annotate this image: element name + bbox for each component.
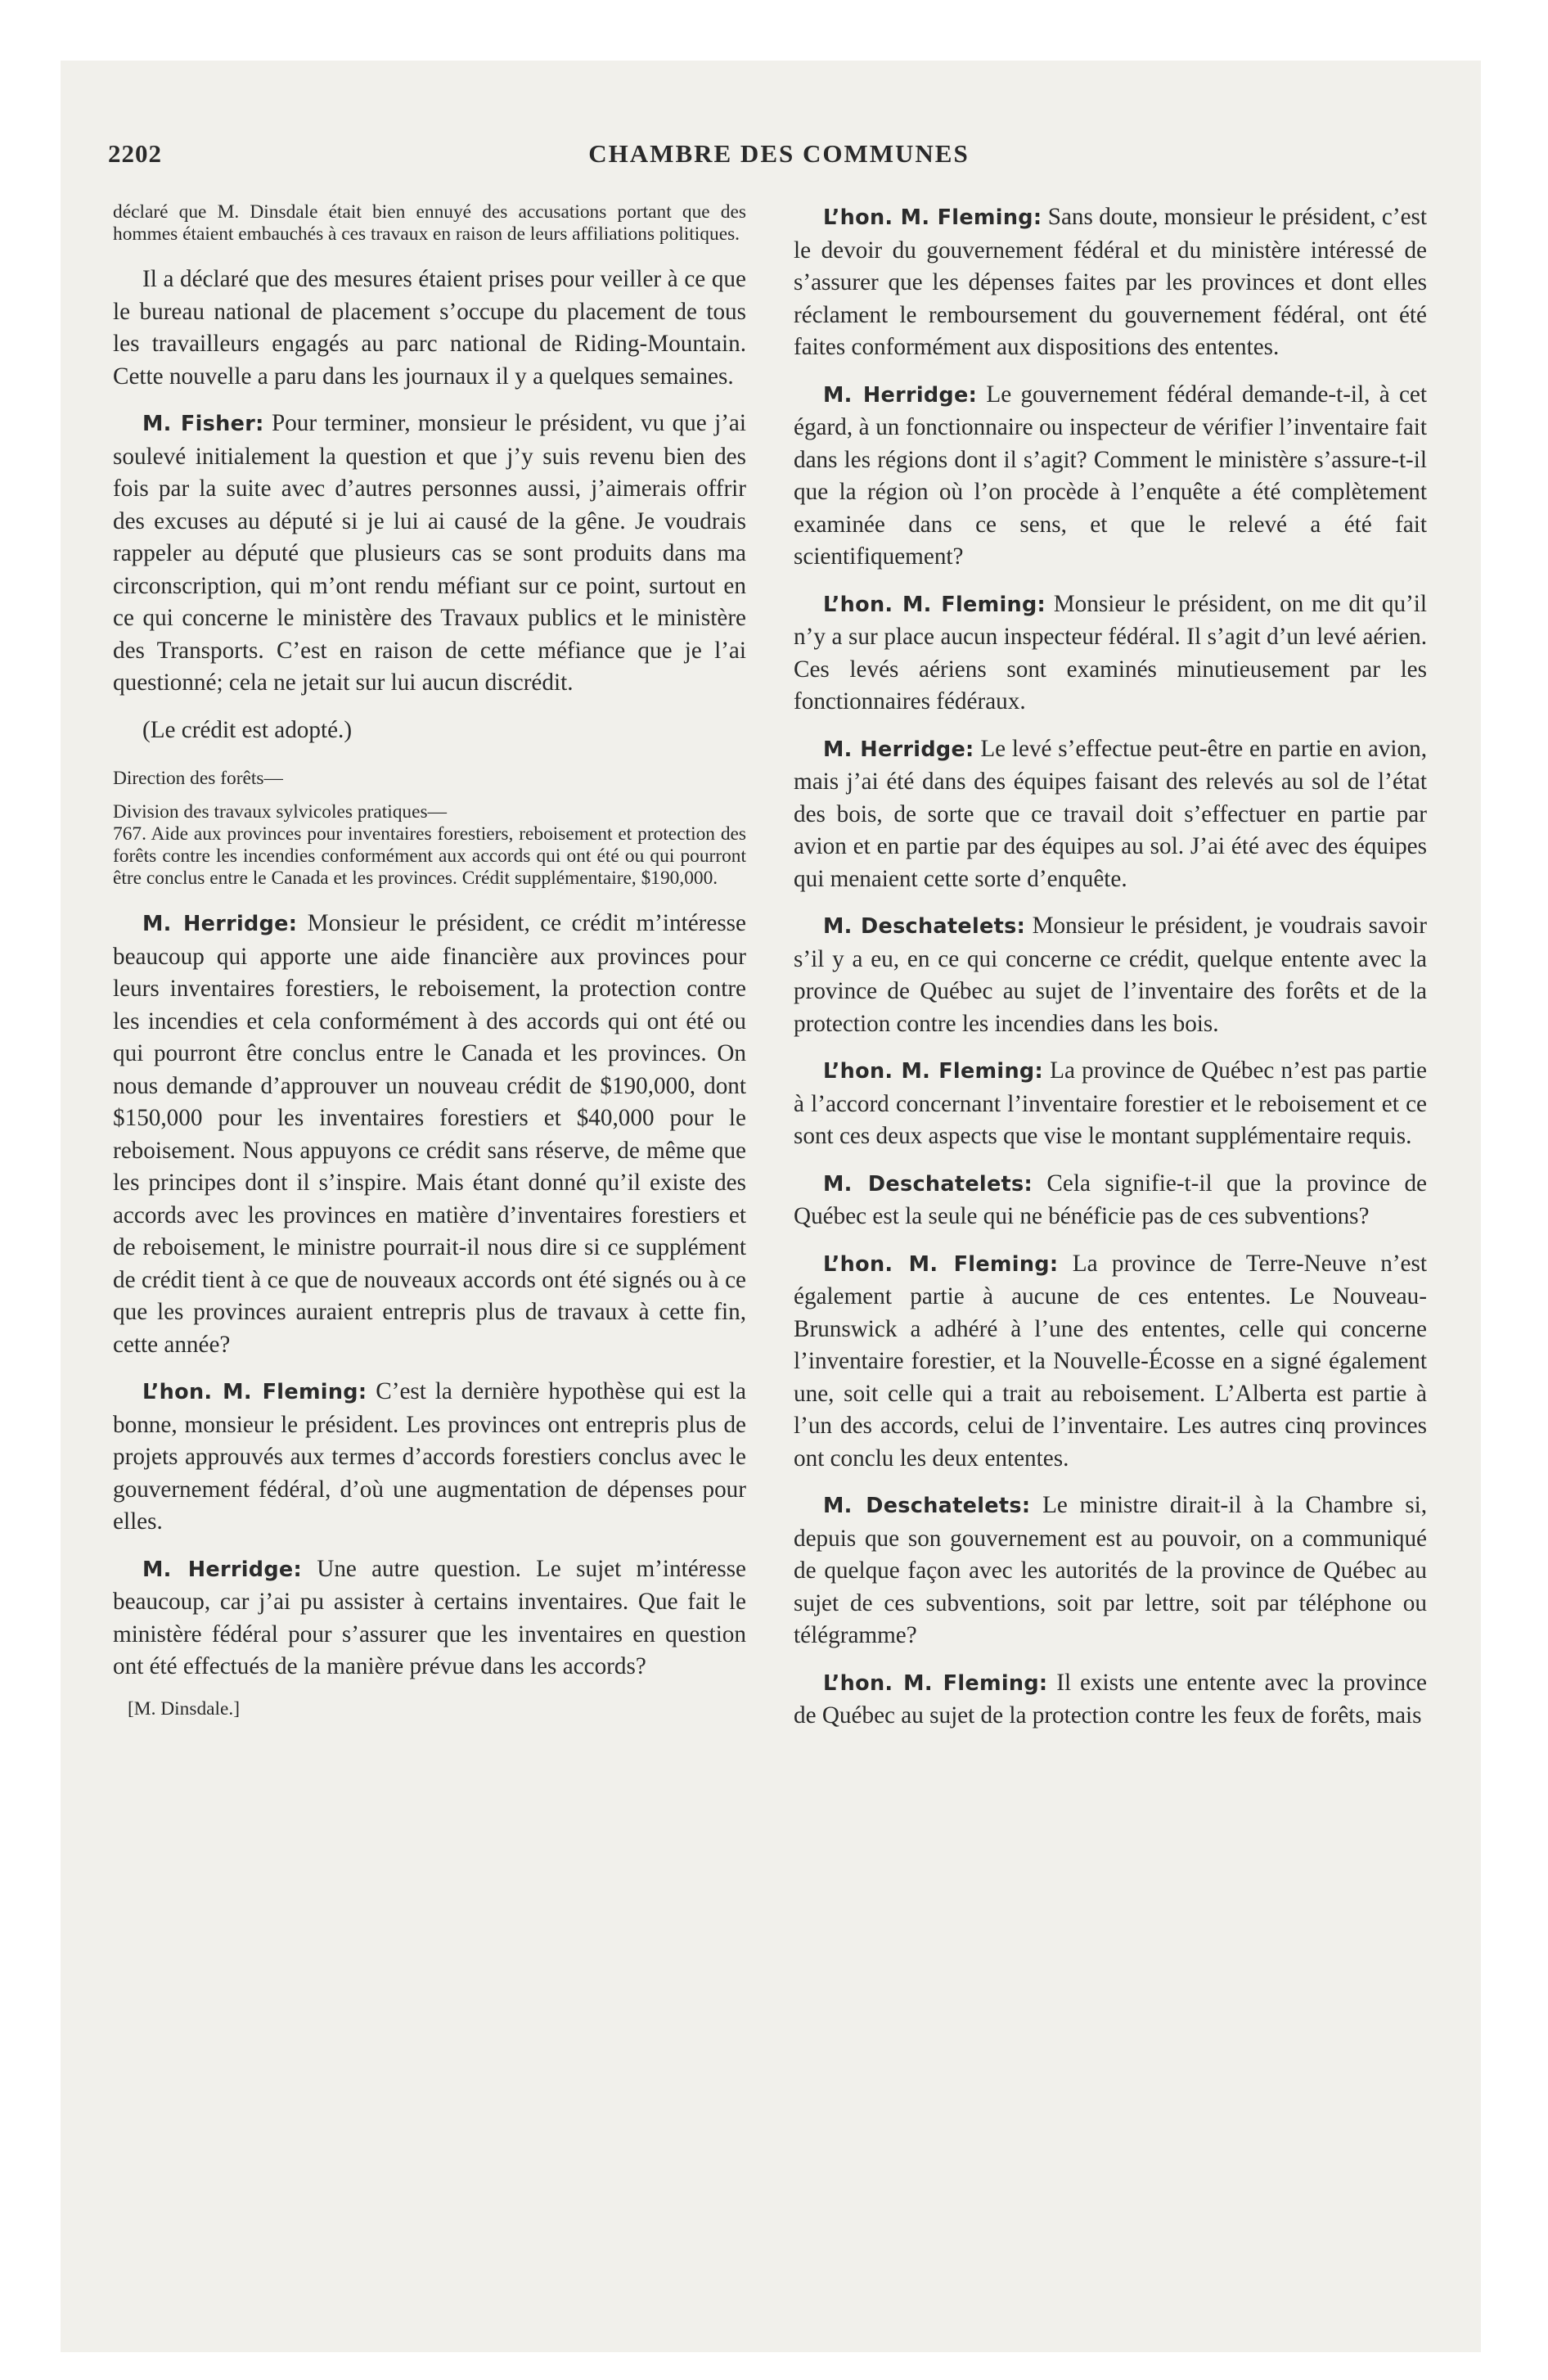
attribution: [M. Dinsdale.] (128, 1697, 241, 1720)
left-column (113, 201, 746, 1735)
page-header (108, 139, 1450, 172)
speaker-name: M. Herridge: (142, 912, 298, 936)
speaker-name: L’hon. M. Fleming: (823, 1670, 1048, 1696)
speech: L’hon. M. Fleming: Il exists une entente avec la province de Québec au sujet de la protection contre les feux de forêts, mais (794, 1669, 1427, 1729)
vote-item: 767. Aide aux provinces pour inventaires forestiers, reboisement et protection des forêts contre les incendies conformément aux accords qui ont été ou qui pourront être conclus entre le Canada et les provinces. Crédit supplémentaire, $190,000. (113, 823, 746, 889)
speech: L’hon. M. Fleming: C’est la dernière hypothèse qui est la bonne, monsieur le président. Les provinces ont entrepris plus de projets approuvés aux termes d’accords forestiers conclus avec le gouvernement fédéral, d’où une augmentation de dépenses pour elles. (113, 1378, 746, 1535)
speaker-name: M. Deschatelets: (823, 914, 1026, 939)
paragraph: déclaré que M. Dinsdale était bien ennuyé des accusations portant que des hommes étaient embauchés à ces travaux en raison de leurs affiliations politiques. (113, 201, 746, 245)
speech: M. Deschatelets: Le ministre dirait-il à la Chambre si, depuis que son gouvernement est au pouvoir, on a communiqué de quelque façon avec les autorités de la province de Québec au sujet de ces subventions, soit par lettre, soit par téléphone ou télégramme? (794, 1492, 1428, 1648)
page-number: 2202 (108, 139, 162, 168)
speech: M. Herridge: Le gouvernement fédéral demande-t-il, à cet égard, à un fonctionnaire ou inspecteur de vérifier l’inventaire fait dans les régions dont il s’agit? Comment le ministère s’assure-t-il que la région où l’on procède à l’enquête a été complètement examinée dans ce sens, et que le relevé a été fait scientifiquement? (794, 381, 1427, 570)
paragraph: (Le crédit est adopté.) (142, 716, 353, 743)
speaker-name: L’hon. M. Fleming: (823, 592, 1046, 617)
speaker-name: L’hon. M. Fleming: (142, 1380, 367, 1404)
running-head: CHAMBRE DES COMMUNES (588, 139, 970, 168)
speaker-name: L’hon. M. Fleming: (823, 205, 1042, 230)
speech: M. Herridge: Le levé s’effectue peut-être en partie en avion, mais j’ai été dans des équipes faisant des relevés au sol de l’état des bois, de sorte que ce travail doit s’effectuer en partie par avion et en partie par des équipes au sol. J’ai été avec des équipes qui menaient cette sorte d’enquête. (794, 735, 1427, 892)
speaker-name: M. Herridge: (823, 382, 978, 408)
speech: M. Herridge: Monsieur le président, ce crédit m’intéresse beaucoup qui apporte une aide financière aux provinces pour leurs inventaires forestiers, le reboisement, la protection contre les incendies et cela conformément à des accords qui ont été ou qui pourront être conclus entre le Canada et les provinces. On nous demande d’approuver un nouveau crédit de $190,000, dont $150,000 pour les inventaires forestiers et $40,000 pour le reboisement. Nous appuyons ce crédit sans réserve, de même que les principes dont il s’inspire. Mais étant donné qu’il existe des accords avec les provinces en matière d’inventaires forestiers et de reboisement, le ministre pourrait-il nous dire si ce supplément de crédit tient à ce que de nouveaux accords ont été signés ou à ce que les provinces auraient entrepris plus de travaux à cette fin, cette année? (113, 910, 746, 1358)
page-sheet (61, 61, 1481, 2352)
speaker-name: L’hon. M. Fleming: (823, 1251, 1059, 1277)
section-heading: Direction des forêts— (113, 768, 283, 789)
speaker-name: M. Fisher: (142, 412, 264, 436)
speech: L’hon. M. Fleming: Sans doute, monsieur le président, c’est le devoir du gouvernement fédéral et du ministère intéressé de s’assurer que les dépenses faites par les provinces et dont elles réclament le remboursement du gouvernement fédéral, ont été faites conformément aux dispositions des ententes. (794, 204, 1427, 360)
speech: M. Deschatelets: Cela signifie-t-il que la province de Québec est la seule qui ne bénéficie pas de ces subventions? (794, 1170, 1428, 1229)
speaker-name: M. Deschatelets: (823, 1494, 1031, 1518)
speech: L’hon. M. Fleming: La province de Terre-Neuve n’est également partie à aucune de ces ententes. Le Nouveau-Brunswick a adhéré à l’une des ententes, celle qui concerne l’inventaire forestier, et la Nouvelle-Écosse en a signé également une, soit celle qui a trait au reboisement. L’Alberta est partie à l’un des accords, celui de l’inventaire. Les autres cinq provinces ont conclu les deux ententes. (794, 1250, 1427, 1472)
right-column (794, 201, 1427, 1747)
speech: L’hon. M. Fleming: Monsieur le président, on me dit qu’il n’y a sur place aucun inspecteur fédéral. Il s’agit d’un levé aérien. Ces levés aériens sont examinés minutieusement par les fonctionnaires fédéraux. (794, 590, 1427, 714)
speech: M. Fisher: Pour terminer, monsieur le président, vu que j’ai soulevé initialement la question et que j’y suis revenu bien des fois par la suite avec d’autres personnes aussi, j’aimerais offrir des excuses au député si je lui ai causé de la gêne. Je voudrais rappeler au député que plusieurs cas se sont produits dans ma circonscription, qui m’ont rendu méfiant sur ce point, surtout en ce qui concerne le ministère des Travaux publics et le ministère des Transports. C’est en raison de cette méfiance que je l’ai questionné; cela ne jetait sur lui aucun discrédit. (113, 410, 746, 696)
paragraph: Il a déclaré que des mesures étaient prises pour veiller à ce que le bureau national de placement s’occupe du placement de tous les travailleurs engagés au parc national de Riding-Mountain. Cette nouvelle a paru dans les journaux il y a quelques semaines. (113, 266, 746, 390)
speaker-name: M. Deschatelets: (823, 1171, 1033, 1197)
subsection-heading: Division des travaux sylvicoles pratiques— (113, 801, 447, 823)
speech: L’hon. M. Fleming: La province de Québec n’est pas partie à l’accord concernant l’inventaire forestier et le reboisement et ce sont ces deux aspects que vise le montant supplémentaire requis. (794, 1057, 1427, 1149)
speaker-name: L’hon. M. Fleming: (823, 1059, 1043, 1084)
speech: M. Herridge: Une autre question. Le sujet m’intéresse beaucoup, car j’ai pu assister à certains inventaires. Que fait le ministère fédéral pour s’assurer que les inventaires en question ont été effectués de la manière prévue dans les accords? (113, 1555, 747, 1679)
speaker-name: M. Herridge: (823, 737, 974, 762)
speaker-name: M. Herridge: (142, 1557, 303, 1582)
speech: M. Deschatelets: Monsieur le président, je voudrais savoir s’il y a eu, en ce qui concerne ce crédit, quelque entente avec la province de Québec au sujet de l’inventaire des forêts et de la protection contre les incendies dans les bois. (794, 913, 1428, 1037)
